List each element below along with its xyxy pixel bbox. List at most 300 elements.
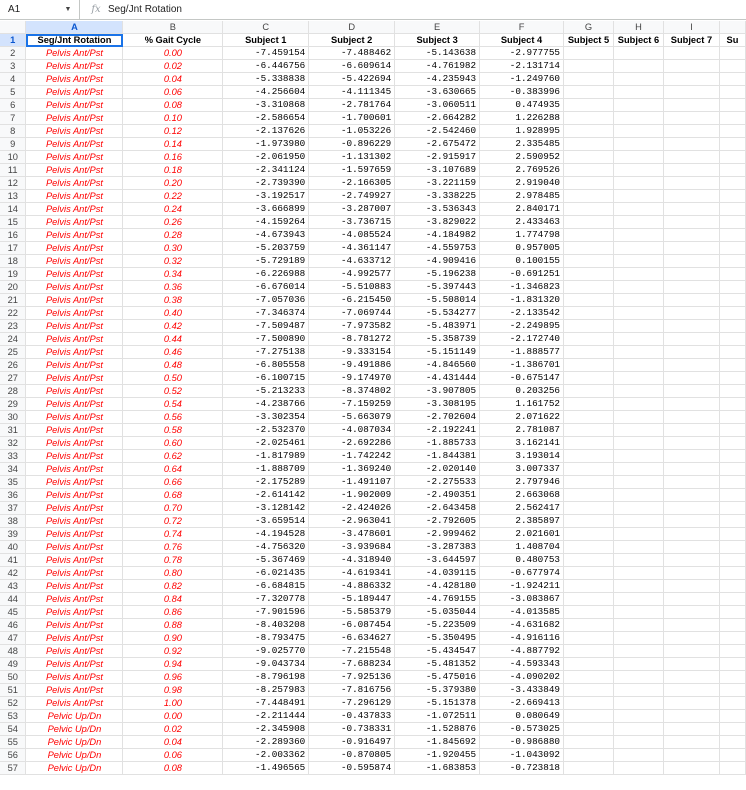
empty-cell[interactable] [663,541,719,554]
empty-cell[interactable] [719,229,745,242]
empty-cell[interactable] [719,463,745,476]
empty-cell[interactable] [663,619,719,632]
value-cell[interactable]: -3.310868 [223,99,309,112]
column-header-a[interactable]: A [26,21,123,34]
empty-cell[interactable] [564,229,614,242]
row-header[interactable]: 44 [0,593,26,606]
value-cell[interactable]: -4.559753 [395,242,480,255]
value-cell[interactable]: -8.796198 [223,671,309,684]
value-cell[interactable]: -2.424026 [309,502,395,515]
segment-cell[interactable]: Pelvis Ant/Pst [26,398,123,411]
empty-cell[interactable] [564,60,614,73]
row-header[interactable]: 25 [0,346,26,359]
gait-cycle-cell[interactable]: 0.94 [123,658,223,671]
segment-cell[interactable]: Pelvis Ant/Pst [26,281,123,294]
empty-cell[interactable] [613,242,663,255]
row-header[interactable]: 20 [0,281,26,294]
value-cell[interactable]: 2.590952 [480,151,564,164]
value-cell[interactable]: -3.659514 [223,515,309,528]
segment-cell[interactable]: Pelvis Ant/Pst [26,333,123,346]
segment-cell[interactable]: Pelvis Ant/Pst [26,346,123,359]
empty-cell[interactable] [663,632,719,645]
empty-cell[interactable] [663,112,719,125]
value-cell[interactable]: -4.184982 [395,229,480,242]
empty-cell[interactable] [719,697,745,710]
value-cell[interactable]: 2.769526 [480,164,564,177]
empty-cell[interactable] [719,606,745,619]
value-cell[interactable]: -4.428180 [395,580,480,593]
row-header[interactable]: 49 [0,658,26,671]
segment-cell[interactable]: Pelvis Ant/Pst [26,528,123,541]
value-cell[interactable]: -2.781764 [309,99,395,112]
value-cell[interactable]: -4.631682 [480,619,564,632]
value-cell[interactable]: -4.619341 [309,567,395,580]
value-cell[interactable]: -2.692286 [309,437,395,450]
empty-cell[interactable] [613,372,663,385]
value-cell[interactable]: -5.203759 [223,242,309,255]
empty-cell[interactable] [663,151,719,164]
empty-cell[interactable] [564,86,614,99]
empty-cell[interactable] [719,138,745,151]
empty-cell[interactable] [719,346,745,359]
empty-cell[interactable] [663,47,719,60]
value-cell[interactable]: -1.386701 [480,359,564,372]
value-cell[interactable]: -3.192517 [223,190,309,203]
segment-cell[interactable]: Pelvis Ant/Pst [26,216,123,229]
empty-cell[interactable] [719,424,745,437]
gait-cycle-cell[interactable]: 0.24 [123,203,223,216]
gait-cycle-cell[interactable]: 0.78 [123,554,223,567]
chevron-down-icon[interactable]: ▼ [64,6,72,13]
row-header[interactable]: 47 [0,632,26,645]
empty-cell[interactable] [564,242,614,255]
gait-cycle-cell[interactable]: 0.14 [123,138,223,151]
value-cell[interactable]: -5.213233 [223,385,309,398]
value-cell[interactable]: -4.846560 [395,359,480,372]
segment-cell[interactable]: Pelvis Ant/Pst [26,359,123,372]
empty-cell[interactable] [663,398,719,411]
value-cell[interactable]: -3.221159 [395,177,480,190]
gait-cycle-cell[interactable]: 0.12 [123,125,223,138]
value-cell[interactable]: -7.215548 [309,645,395,658]
segment-cell[interactable]: Pelvis Ant/Pst [26,190,123,203]
gait-cycle-cell[interactable]: 0.76 [123,541,223,554]
value-cell[interactable]: 2.919040 [480,177,564,190]
empty-cell[interactable] [613,346,663,359]
empty-cell[interactable] [719,723,745,736]
empty-cell[interactable] [719,645,745,658]
empty-cell[interactable] [663,320,719,333]
empty-cell[interactable] [613,138,663,151]
value-cell[interactable]: -0.870805 [309,749,395,762]
value-cell[interactable]: -0.595874 [309,762,395,775]
value-cell[interactable]: -9.025770 [223,645,309,658]
value-cell[interactable]: -7.459154 [223,47,309,60]
value-cell[interactable]: -3.630665 [395,86,480,99]
row-header[interactable]: 38 [0,515,26,528]
empty-cell[interactable] [719,359,745,372]
gait-cycle-cell[interactable]: 0.66 [123,476,223,489]
empty-cell[interactable] [663,307,719,320]
empty-cell[interactable] [663,463,719,476]
empty-cell[interactable] [564,203,614,216]
value-cell[interactable]: 2.663068 [480,489,564,502]
value-cell[interactable]: -1.844381 [395,450,480,463]
empty-cell[interactable] [564,385,614,398]
empty-cell[interactable] [613,502,663,515]
empty-cell[interactable] [663,489,719,502]
empty-cell[interactable] [719,710,745,723]
gait-cycle-cell[interactable]: 0.82 [123,580,223,593]
gait-cycle-cell[interactable]: 1.00 [123,697,223,710]
empty-cell[interactable] [663,424,719,437]
value-cell[interactable]: -3.060511 [395,99,480,112]
empty-cell[interactable] [719,307,745,320]
value-cell[interactable]: -6.684815 [223,580,309,593]
empty-cell[interactable] [663,671,719,684]
value-cell[interactable]: -6.100715 [223,372,309,385]
value-cell[interactable]: 1.928995 [480,125,564,138]
empty-cell[interactable] [663,125,719,138]
empty-cell[interactable] [613,450,663,463]
header-cell[interactable]: Seg/Jnt Rotation [26,34,123,47]
row-header[interactable]: 28 [0,385,26,398]
value-cell[interactable]: -3.308195 [395,398,480,411]
segment-cell[interactable]: Pelvis Ant/Pst [26,294,123,307]
value-cell[interactable]: -1.528876 [395,723,480,736]
value-cell[interactable]: -1.902009 [309,489,395,502]
column-header-g[interactable]: G [564,21,614,34]
gait-cycle-cell[interactable]: 0.80 [123,567,223,580]
value-cell[interactable]: -1.888577 [480,346,564,359]
row-header[interactable]: 40 [0,541,26,554]
value-cell[interactable]: -7.069744 [309,307,395,320]
row-header[interactable]: 12 [0,177,26,190]
segment-cell[interactable]: Pelvic Up/Dn [26,749,123,762]
value-cell[interactable]: -1.053226 [309,125,395,138]
gait-cycle-cell[interactable]: 0.52 [123,385,223,398]
empty-cell[interactable] [719,216,745,229]
empty-cell[interactable] [719,632,745,645]
value-cell[interactable]: -4.431444 [395,372,480,385]
value-cell[interactable]: -1.369240 [309,463,395,476]
value-cell[interactable]: -2.749927 [309,190,395,203]
segment-cell[interactable]: Pelvis Ant/Pst [26,99,123,112]
value-cell[interactable]: -4.085524 [309,229,395,242]
value-cell[interactable]: -3.829022 [395,216,480,229]
empty-cell[interactable] [719,762,745,775]
value-cell[interactable]: -4.769155 [395,593,480,606]
empty-cell[interactable] [613,489,663,502]
value-cell[interactable]: -5.035044 [395,606,480,619]
empty-cell[interactable] [663,658,719,671]
empty-cell[interactable] [564,333,614,346]
value-cell[interactable]: -0.896229 [309,138,395,151]
empty-cell[interactable] [719,385,745,398]
value-cell[interactable]: -8.403208 [223,619,309,632]
value-cell[interactable]: -1.924211 [480,580,564,593]
row-header[interactable]: 9 [0,138,26,151]
header-cell[interactable]: Subject 5 [564,34,614,47]
value-cell[interactable]: 3.162141 [480,437,564,450]
value-cell[interactable]: -5.367469 [223,554,309,567]
segment-cell[interactable]: Pelvis Ant/Pst [26,489,123,502]
value-cell[interactable]: -7.925136 [309,671,395,684]
segment-cell[interactable]: Pelvis Ant/Pst [26,138,123,151]
empty-cell[interactable] [613,47,663,60]
value-cell[interactable]: -3.083867 [480,593,564,606]
empty-cell[interactable] [719,60,745,73]
row-header[interactable]: 8 [0,125,26,138]
column-header-j[interactable] [719,21,745,34]
header-cell[interactable]: Subject 1 [223,34,309,47]
value-cell[interactable]: -7.057036 [223,294,309,307]
row-header[interactable]: 13 [0,190,26,203]
value-cell[interactable]: -3.338225 [395,190,480,203]
value-cell[interactable]: -6.215450 [309,294,395,307]
formula-input[interactable]: Seg/Jnt Rotation [108,4,182,15]
empty-cell[interactable] [613,359,663,372]
value-cell[interactable]: -2.999462 [395,528,480,541]
gait-cycle-cell[interactable]: 0.26 [123,216,223,229]
value-cell[interactable]: -2.025461 [223,437,309,450]
empty-cell[interactable] [613,320,663,333]
empty-cell[interactable] [613,697,663,710]
segment-cell[interactable]: Pelvis Ant/Pst [26,515,123,528]
empty-cell[interactable] [663,749,719,762]
segment-cell[interactable]: Pelvic Up/Dn [26,723,123,736]
empty-cell[interactable] [719,736,745,749]
empty-cell[interactable] [613,216,663,229]
header-cell[interactable]: Subject 3 [395,34,480,47]
segment-cell[interactable]: Pelvis Ant/Pst [26,125,123,138]
gait-cycle-cell[interactable]: 0.04 [123,73,223,86]
value-cell[interactable]: 2.840171 [480,203,564,216]
value-cell[interactable]: -2.643458 [395,502,480,515]
empty-cell[interactable] [613,684,663,697]
empty-cell[interactable] [663,502,719,515]
gait-cycle-cell[interactable]: 0.62 [123,450,223,463]
empty-cell[interactable] [613,177,663,190]
empty-cell[interactable] [564,645,614,658]
row-header[interactable]: 23 [0,320,26,333]
empty-cell[interactable] [719,567,745,580]
empty-cell[interactable] [564,528,614,541]
empty-cell[interactable] [719,554,745,567]
value-cell[interactable]: 0.957005 [480,242,564,255]
value-cell[interactable]: -6.634627 [309,632,395,645]
value-cell[interactable]: -5.422694 [309,73,395,86]
empty-cell[interactable] [719,255,745,268]
gait-cycle-cell[interactable]: 0.28 [123,229,223,242]
row-header[interactable]: 33 [0,450,26,463]
empty-cell[interactable] [564,268,614,281]
gait-cycle-cell[interactable]: 0.00 [123,710,223,723]
value-cell[interactable]: -9.043734 [223,658,309,671]
gait-cycle-cell[interactable]: 0.20 [123,177,223,190]
empty-cell[interactable] [719,593,745,606]
value-cell[interactable]: -5.151149 [395,346,480,359]
value-cell[interactable]: 2.978485 [480,190,564,203]
value-cell[interactable]: -7.488462 [309,47,395,60]
empty-cell[interactable] [613,255,663,268]
value-cell[interactable]: -5.196238 [395,268,480,281]
value-cell[interactable]: -4.909416 [395,255,480,268]
value-cell[interactable]: -1.597659 [309,164,395,177]
column-header-c[interactable]: C [223,21,309,34]
empty-cell[interactable] [613,86,663,99]
empty-cell[interactable] [719,684,745,697]
value-cell[interactable]: 0.080649 [480,710,564,723]
empty-cell[interactable] [564,138,614,151]
value-cell[interactable]: -2.675472 [395,138,480,151]
value-cell[interactable]: -4.159264 [223,216,309,229]
empty-cell[interactable] [663,411,719,424]
value-cell[interactable]: 2.797946 [480,476,564,489]
value-cell[interactable]: -4.887792 [480,645,564,658]
gait-cycle-cell[interactable]: 0.06 [123,86,223,99]
column-header-f[interactable]: F [480,21,564,34]
value-cell[interactable]: -6.676014 [223,281,309,294]
value-cell[interactable]: -5.475016 [395,671,480,684]
empty-cell[interactable] [564,307,614,320]
value-cell[interactable]: -3.736715 [309,216,395,229]
row-header[interactable]: 57 [0,762,26,775]
value-cell[interactable]: -2.345908 [223,723,309,736]
segment-cell[interactable]: Pelvis Ant/Pst [26,242,123,255]
empty-cell[interactable] [663,372,719,385]
value-cell[interactable]: -2.977755 [480,47,564,60]
empty-cell[interactable] [719,502,745,515]
empty-cell[interactable] [663,60,719,73]
empty-cell[interactable] [564,541,614,554]
value-cell[interactable]: -7.346374 [223,307,309,320]
empty-cell[interactable] [663,281,719,294]
value-cell[interactable]: -0.986880 [480,736,564,749]
value-cell[interactable]: -6.226988 [223,268,309,281]
value-cell[interactable]: -6.021435 [223,567,309,580]
empty-cell[interactable] [613,710,663,723]
value-cell[interactable]: 2.562417 [480,502,564,515]
empty-cell[interactable] [613,619,663,632]
empty-cell[interactable] [564,177,614,190]
empty-cell[interactable] [564,554,614,567]
value-cell[interactable]: -3.302354 [223,411,309,424]
empty-cell[interactable] [719,177,745,190]
value-cell[interactable]: -8.374802 [309,385,395,398]
value-cell[interactable]: 2.385897 [480,515,564,528]
empty-cell[interactable] [564,164,614,177]
gait-cycle-cell[interactable]: 0.00 [123,47,223,60]
empty-cell[interactable] [663,268,719,281]
gait-cycle-cell[interactable]: 0.06 [123,749,223,762]
gait-cycle-cell[interactable]: 0.38 [123,294,223,307]
gait-cycle-cell[interactable]: 0.44 [123,333,223,346]
value-cell[interactable]: -1.683853 [395,762,480,775]
empty-cell[interactable] [613,580,663,593]
value-cell[interactable]: -0.691251 [480,268,564,281]
row-header[interactable]: 46 [0,619,26,632]
value-cell[interactable]: -2.175289 [223,476,309,489]
value-cell[interactable]: -3.287383 [395,541,480,554]
value-cell[interactable]: -7.816756 [309,684,395,697]
segment-cell[interactable]: Pelvis Ant/Pst [26,437,123,450]
value-cell[interactable]: -7.973582 [309,320,395,333]
gait-cycle-cell[interactable]: 0.02 [123,60,223,73]
column-header-b[interactable]: B [123,21,223,34]
empty-cell[interactable] [663,476,719,489]
value-cell[interactable]: -2.702604 [395,411,480,424]
value-cell[interactable]: -3.478601 [309,528,395,541]
value-cell[interactable]: -2.061950 [223,151,309,164]
value-cell[interactable]: -5.585379 [309,606,395,619]
row-header[interactable]: 52 [0,697,26,710]
value-cell[interactable]: -1.817989 [223,450,309,463]
empty-cell[interactable] [613,437,663,450]
value-cell[interactable]: -4.633712 [309,255,395,268]
empty-cell[interactable] [613,632,663,645]
empty-cell[interactable] [613,268,663,281]
value-cell[interactable]: -2.669413 [480,697,564,710]
empty-cell[interactable] [719,268,745,281]
empty-cell[interactable] [613,307,663,320]
value-cell[interactable]: -5.663079 [309,411,395,424]
value-cell[interactable]: -4.593343 [480,658,564,671]
empty-cell[interactable] [663,164,719,177]
header-cell[interactable]: Su [719,34,745,47]
empty-cell[interactable] [663,190,719,203]
value-cell[interactable]: -5.481352 [395,658,480,671]
gait-cycle-cell[interactable]: 0.84 [123,593,223,606]
segment-cell[interactable]: Pelvis Ant/Pst [26,411,123,424]
segment-cell[interactable]: Pelvis Ant/Pst [26,632,123,645]
value-cell[interactable]: -2.289360 [223,736,309,749]
gait-cycle-cell[interactable]: 0.56 [123,411,223,424]
value-cell[interactable]: -9.333154 [309,346,395,359]
empty-cell[interactable] [613,164,663,177]
row-header[interactable]: 11 [0,164,26,177]
value-cell[interactable]: 2.433463 [480,216,564,229]
value-cell[interactable]: -4.992577 [309,268,395,281]
value-cell[interactable]: 0.474935 [480,99,564,112]
empty-cell[interactable] [719,333,745,346]
empty-cell[interactable] [613,398,663,411]
gait-cycle-cell[interactable]: 0.72 [123,515,223,528]
value-cell[interactable]: -7.159259 [309,398,395,411]
empty-cell[interactable] [564,736,614,749]
value-cell[interactable]: -2.490351 [395,489,480,502]
row-header[interactable]: 6 [0,99,26,112]
value-cell[interactable]: -2.341124 [223,164,309,177]
empty-cell[interactable] [564,359,614,372]
empty-cell[interactable] [613,125,663,138]
empty-cell[interactable] [564,632,614,645]
gait-cycle-cell[interactable]: 0.70 [123,502,223,515]
row-header[interactable]: 37 [0,502,26,515]
segment-cell[interactable]: Pelvis Ant/Pst [26,502,123,515]
value-cell[interactable]: 2.781087 [480,424,564,437]
segment-cell[interactable]: Pelvis Ant/Pst [26,541,123,554]
empty-cell[interactable] [663,645,719,658]
segment-cell[interactable]: Pelvis Ant/Pst [26,476,123,489]
value-cell[interactable]: -4.039115 [395,567,480,580]
gait-cycle-cell[interactable]: 0.98 [123,684,223,697]
row-header[interactable]: 54 [0,723,26,736]
row-header[interactable]: 15 [0,216,26,229]
segment-cell[interactable]: Pelvis Ant/Pst [26,320,123,333]
gait-cycle-cell[interactable]: 0.48 [123,359,223,372]
empty-cell[interactable] [564,125,614,138]
